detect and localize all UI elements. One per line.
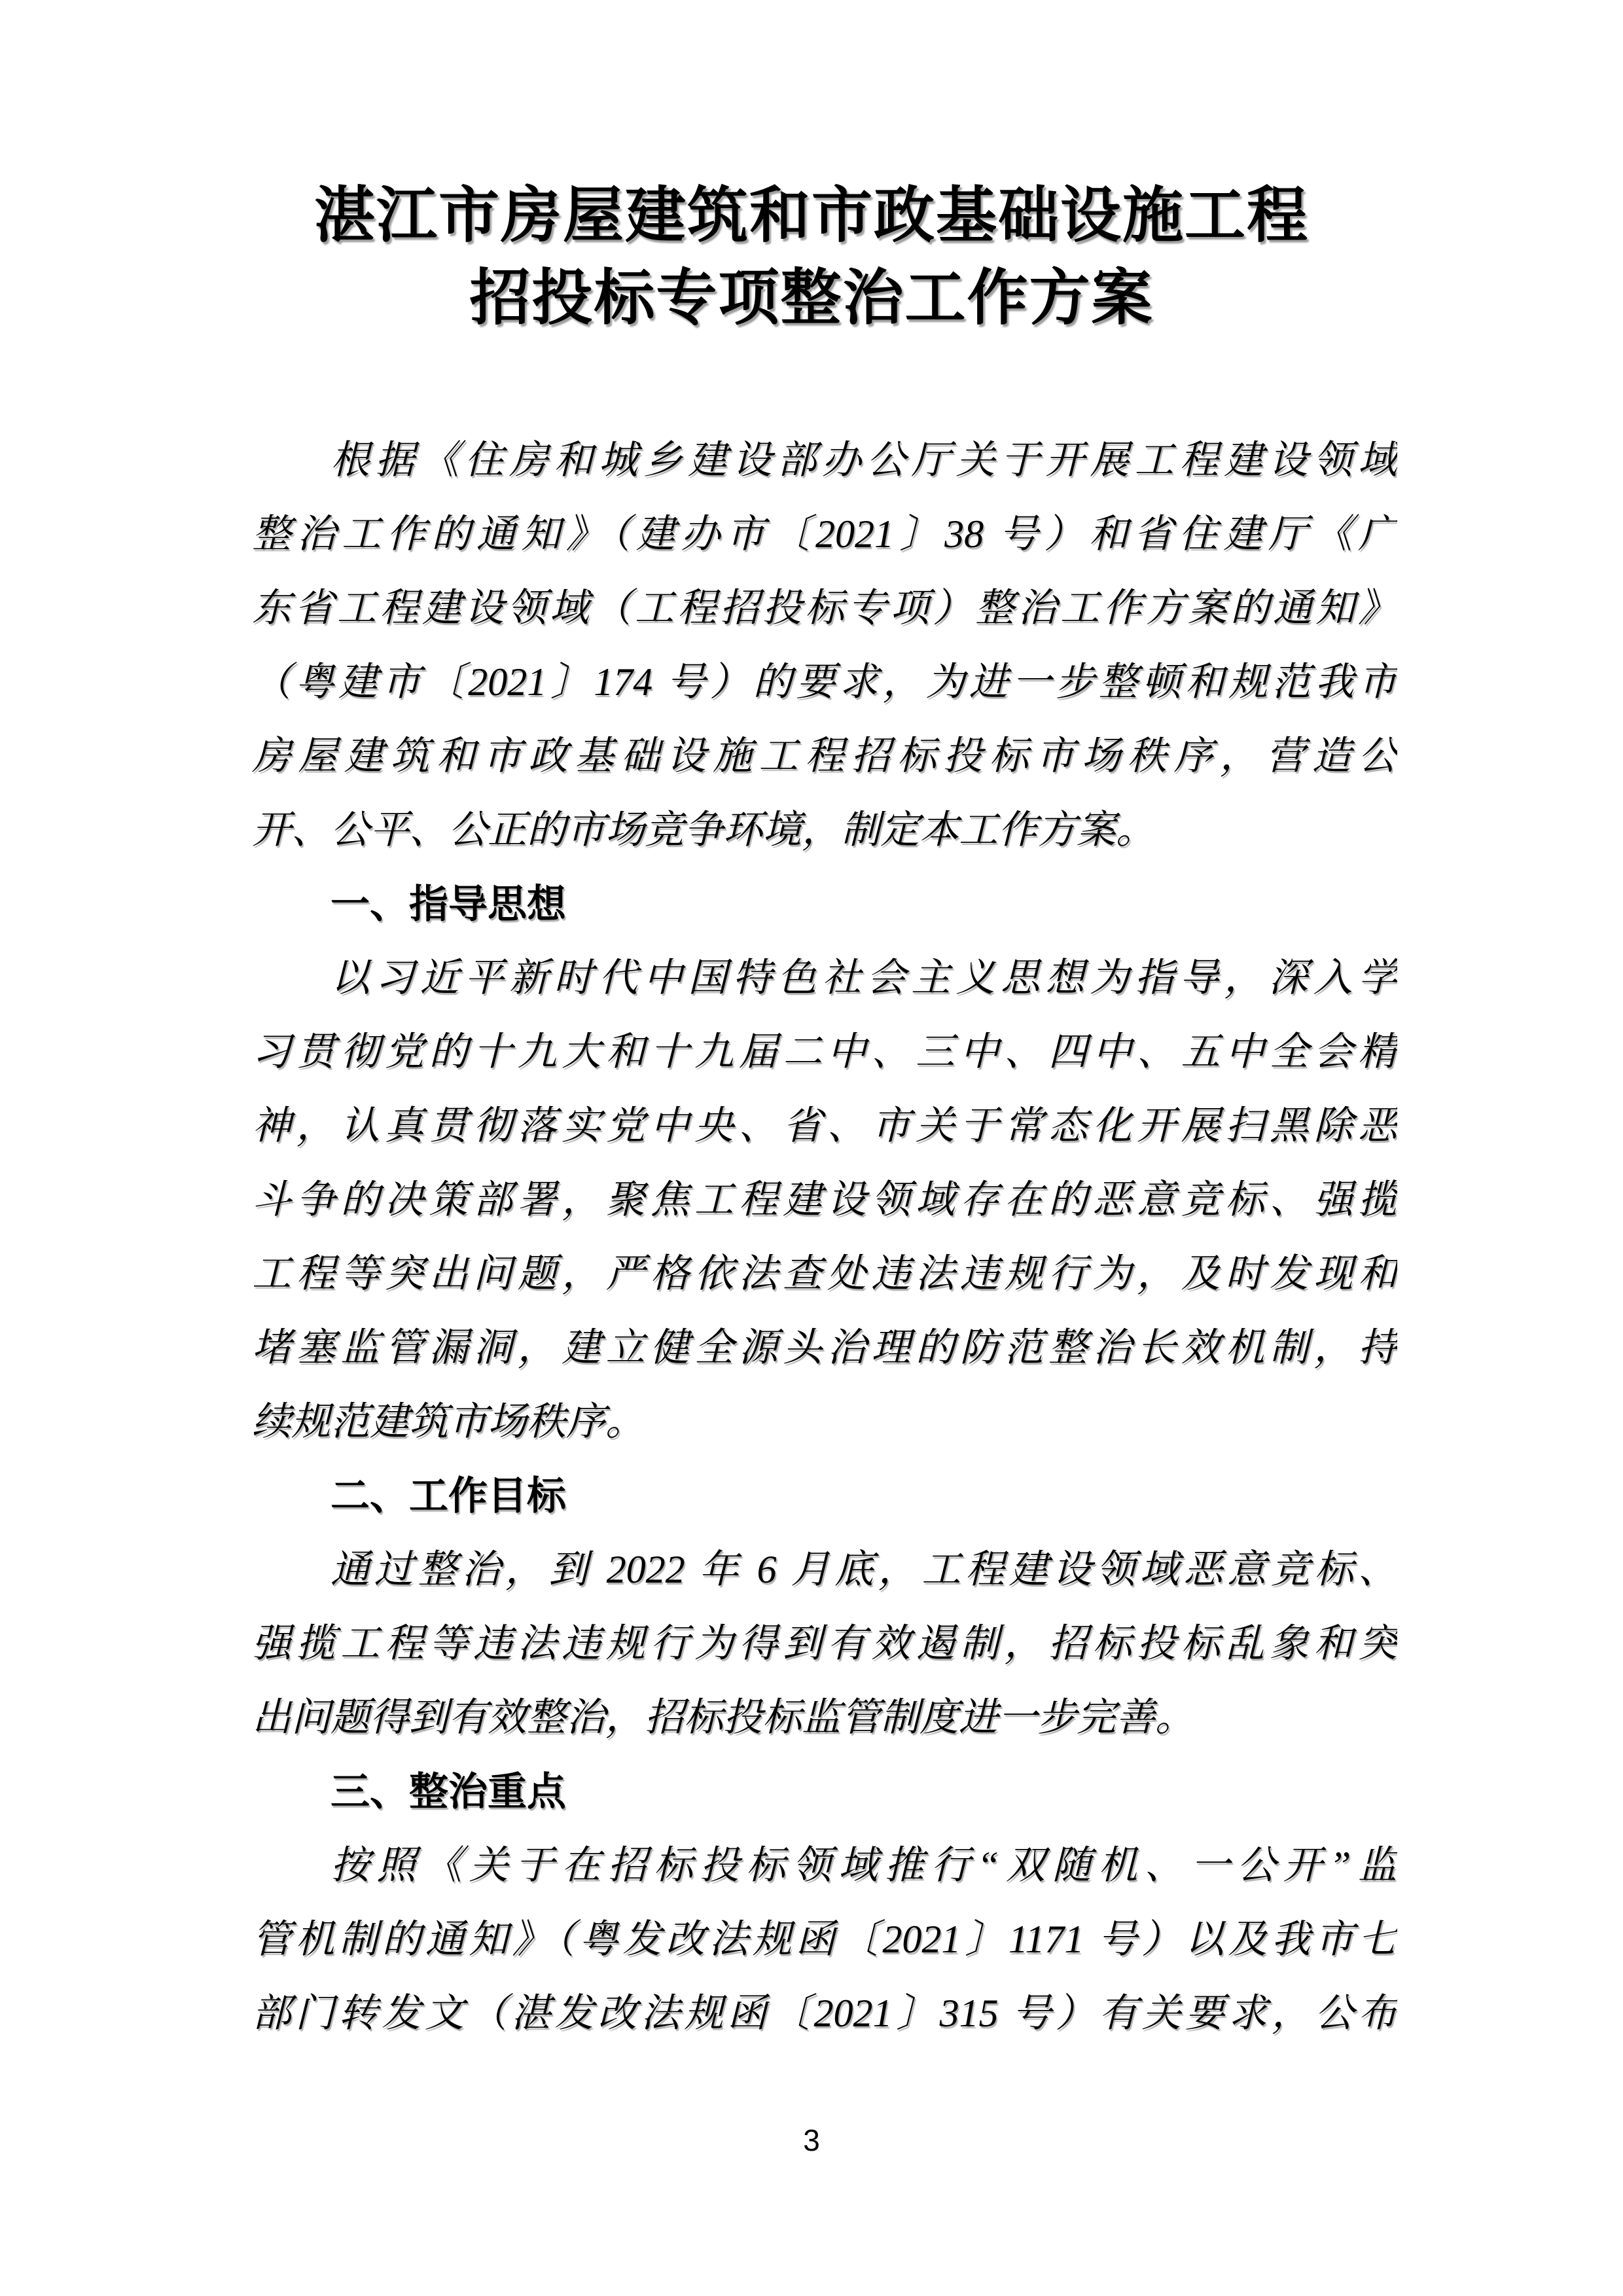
section-heading: 一、指导思想 bbox=[330, 882, 566, 926]
paragraph-line: 东省工程建设领域（工程招投标专项）整治工作方案的通知》 bbox=[252, 586, 1397, 630]
paragraph-line: 以习近平新时代中国特色社会主义思想为指导，深入学 bbox=[330, 956, 1397, 999]
section-heading: 三、整治重点 bbox=[330, 1770, 566, 1814]
paragraph-line: 神，认真贯彻落实党中央、省、市关于常态化开展扫黑除恶 bbox=[252, 1104, 1397, 1147]
paragraph-line: 通过整治，到 2022 年 6 月底，工程建设领域恶意竞标、 bbox=[330, 1548, 1397, 1591]
paragraph-line: 部门转发文（湛发改法规函〔2021〕315 号）有关要求，公布 bbox=[252, 1992, 1397, 2035]
paragraph-line: 强揽工程等违法违规行为得到有效遏制，招标投标乱象和突 bbox=[252, 1622, 1397, 1665]
page-footer bbox=[0, 2121, 1623, 2160]
paragraph-line: 管机制的通知》（粤发改法规函〔2021〕1171 号）以及我市七 bbox=[252, 1918, 1397, 1961]
paragraph-line: 工程等突出问题，严格依法查处违法违规行为，及时发现和 bbox=[252, 1252, 1397, 1295]
paragraph-line: 斗争的决策部署，聚焦工程建设领域存在的恶意竞标、强揽 bbox=[252, 1178, 1397, 1221]
document-title bbox=[0, 175, 1623, 340]
section-heading: 二、工作目标 bbox=[330, 1474, 566, 1518]
paragraph-line: （粤建市〔2021〕174 号）的要求，为进一步整顿和规范我市 bbox=[252, 660, 1397, 704]
paragraph-line: 房屋建筑和市政基础设施工程招标投标市场秩序，营造公 bbox=[252, 734, 1397, 778]
document-title-line-1: 湛江市房屋建筑和市政基础设施工程 bbox=[314, 183, 1309, 250]
paragraph-line: 出问题得到有效整治，招标投标监管制度进一步完善。 bbox=[252, 1696, 1194, 1739]
paragraph-line: 堵塞监管漏洞，建立健全源头治理的防范整治长效机制，持 bbox=[252, 1326, 1397, 1369]
page-number: 3 bbox=[803, 2123, 820, 2157]
paragraph-line: 根据《住房和城乡建设部办公厅关于开展工程建设领域 bbox=[330, 439, 1397, 482]
paragraph-line: 续规范建筑市场秩序。 bbox=[252, 1400, 645, 1443]
paragraph-line: 整治工作的通知》（建办市〔2021〕38 号）和省住建厅《广 bbox=[252, 512, 1397, 556]
paragraph-line: 开、公平、公正的市场竞争环境，制定本工作方案。 bbox=[252, 808, 1155, 852]
document-body bbox=[252, 423, 1397, 2051]
paragraph-line: 按照《关于在招标投标领域推行“双随机、一公开”监 bbox=[330, 1844, 1397, 1887]
document-title-line-2: 招投标专项整治工作方案 bbox=[469, 265, 1154, 332]
paragraph-line: 习贯彻党的十九大和十九届二中、三中、四中、五中全会精 bbox=[252, 1030, 1397, 1073]
